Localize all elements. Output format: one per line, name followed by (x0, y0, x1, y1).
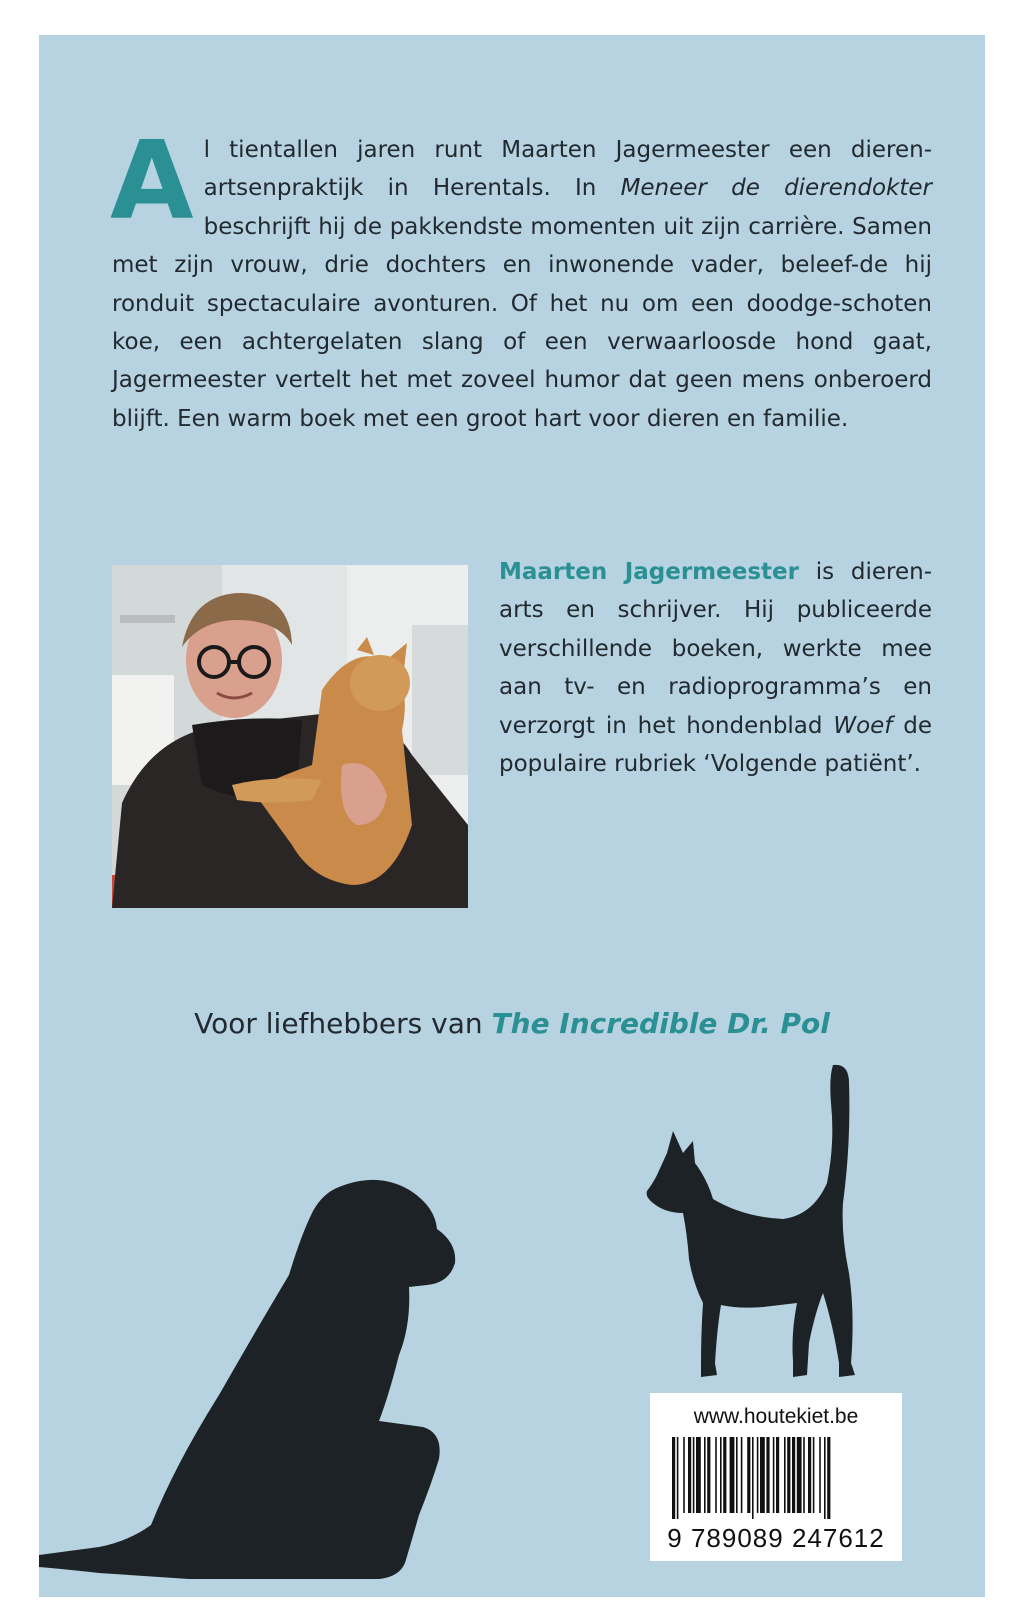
barcode-bar (683, 1437, 685, 1513)
barcode-bar (693, 1437, 695, 1513)
barcode-bar (677, 1437, 679, 1519)
barcode-bar (784, 1437, 786, 1513)
barcode-bar (715, 1437, 717, 1513)
blurb-text-part-2: beschrijft hij de pakkendste momenten uit zijn carrière. Samen met zijn vrouw, drie dochters en inwonende vader, beleef-de hij ronduit spectaculaire avonturen. Of het nu om een doodge-schoten koe, een achtergelaten slang of een verwaarloosde hond gaat, Jagermeester vertelt het met zoveel humor dat geen mens onberoerd blijft. Een warm boek met een groot hart voor dieren en familie. (112, 213, 932, 432)
barcode-bar (819, 1437, 821, 1513)
barcode-bar (808, 1437, 811, 1513)
publisher-url: www.houtekiet.be (693, 1405, 859, 1428)
barcode-bar (741, 1437, 743, 1513)
barcode-bar (688, 1437, 691, 1513)
barcode-bar (827, 1437, 830, 1519)
barcode-bar (747, 1437, 750, 1513)
bio-text-part-1: is dieren-arts en schrijver. Hij publiceerde verschillende boeken, werkte mee aan tv- en radioprogramma’s en verzorgt in het hondenblad (499, 559, 932, 739)
tagline (39, 1007, 985, 1040)
barcode-bar (736, 1437, 738, 1513)
barcode-bar (752, 1437, 754, 1519)
magazine-title: Woef (833, 712, 893, 739)
barcode-bar (696, 1437, 701, 1513)
barcode-box (650, 1393, 902, 1561)
barcode-bar (797, 1437, 802, 1513)
barcode-bar (672, 1437, 675, 1519)
barcode-bar (760, 1437, 765, 1513)
tagline-show-title: The Incredible Dr. Pol (491, 1007, 830, 1040)
barcode-bar (813, 1437, 815, 1513)
author-name: Maarten Jagermeester (499, 559, 799, 585)
barcode-bar (707, 1437, 710, 1513)
bio-text-part-2: de populaire rubriek ‘Volgende patiënt’. (499, 712, 932, 778)
blurb-text-part-1: l tientallen jaren runt Maarten Jagermeester een dieren-artsenpraktijk in Herentals. In (203, 137, 932, 202)
barcode-bar (720, 1437, 722, 1513)
cat-silhouette-icon (643, 1063, 883, 1385)
tagline-prefix: Voor liefhebbers van (194, 1007, 492, 1040)
back-cover (39, 35, 985, 1597)
author-photo (112, 565, 468, 908)
author-bio (499, 553, 932, 783)
barcode-bar (730, 1437, 735, 1513)
barcode-bar (776, 1437, 779, 1513)
author-photo-illustration (112, 565, 468, 908)
barcode-bar (773, 1437, 775, 1513)
barcode-bar (704, 1437, 706, 1513)
barcode-bar (723, 1437, 726, 1513)
drop-cap: A (110, 119, 194, 244)
barcode-icon (672, 1437, 882, 1519)
barcode-bar (787, 1437, 790, 1513)
isbn-number: 9 789089 247612 (667, 1523, 885, 1553)
barcode-bar (766, 1437, 769, 1513)
barcode-bar (792, 1437, 795, 1513)
book-title: Meneer de dierendokter (620, 175, 933, 202)
barcode-bar (757, 1437, 759, 1513)
book-blurb (110, 119, 933, 438)
dog-silhouette-icon (39, 1175, 469, 1597)
barcode-bar (824, 1437, 826, 1519)
barcode-bar (803, 1437, 805, 1513)
